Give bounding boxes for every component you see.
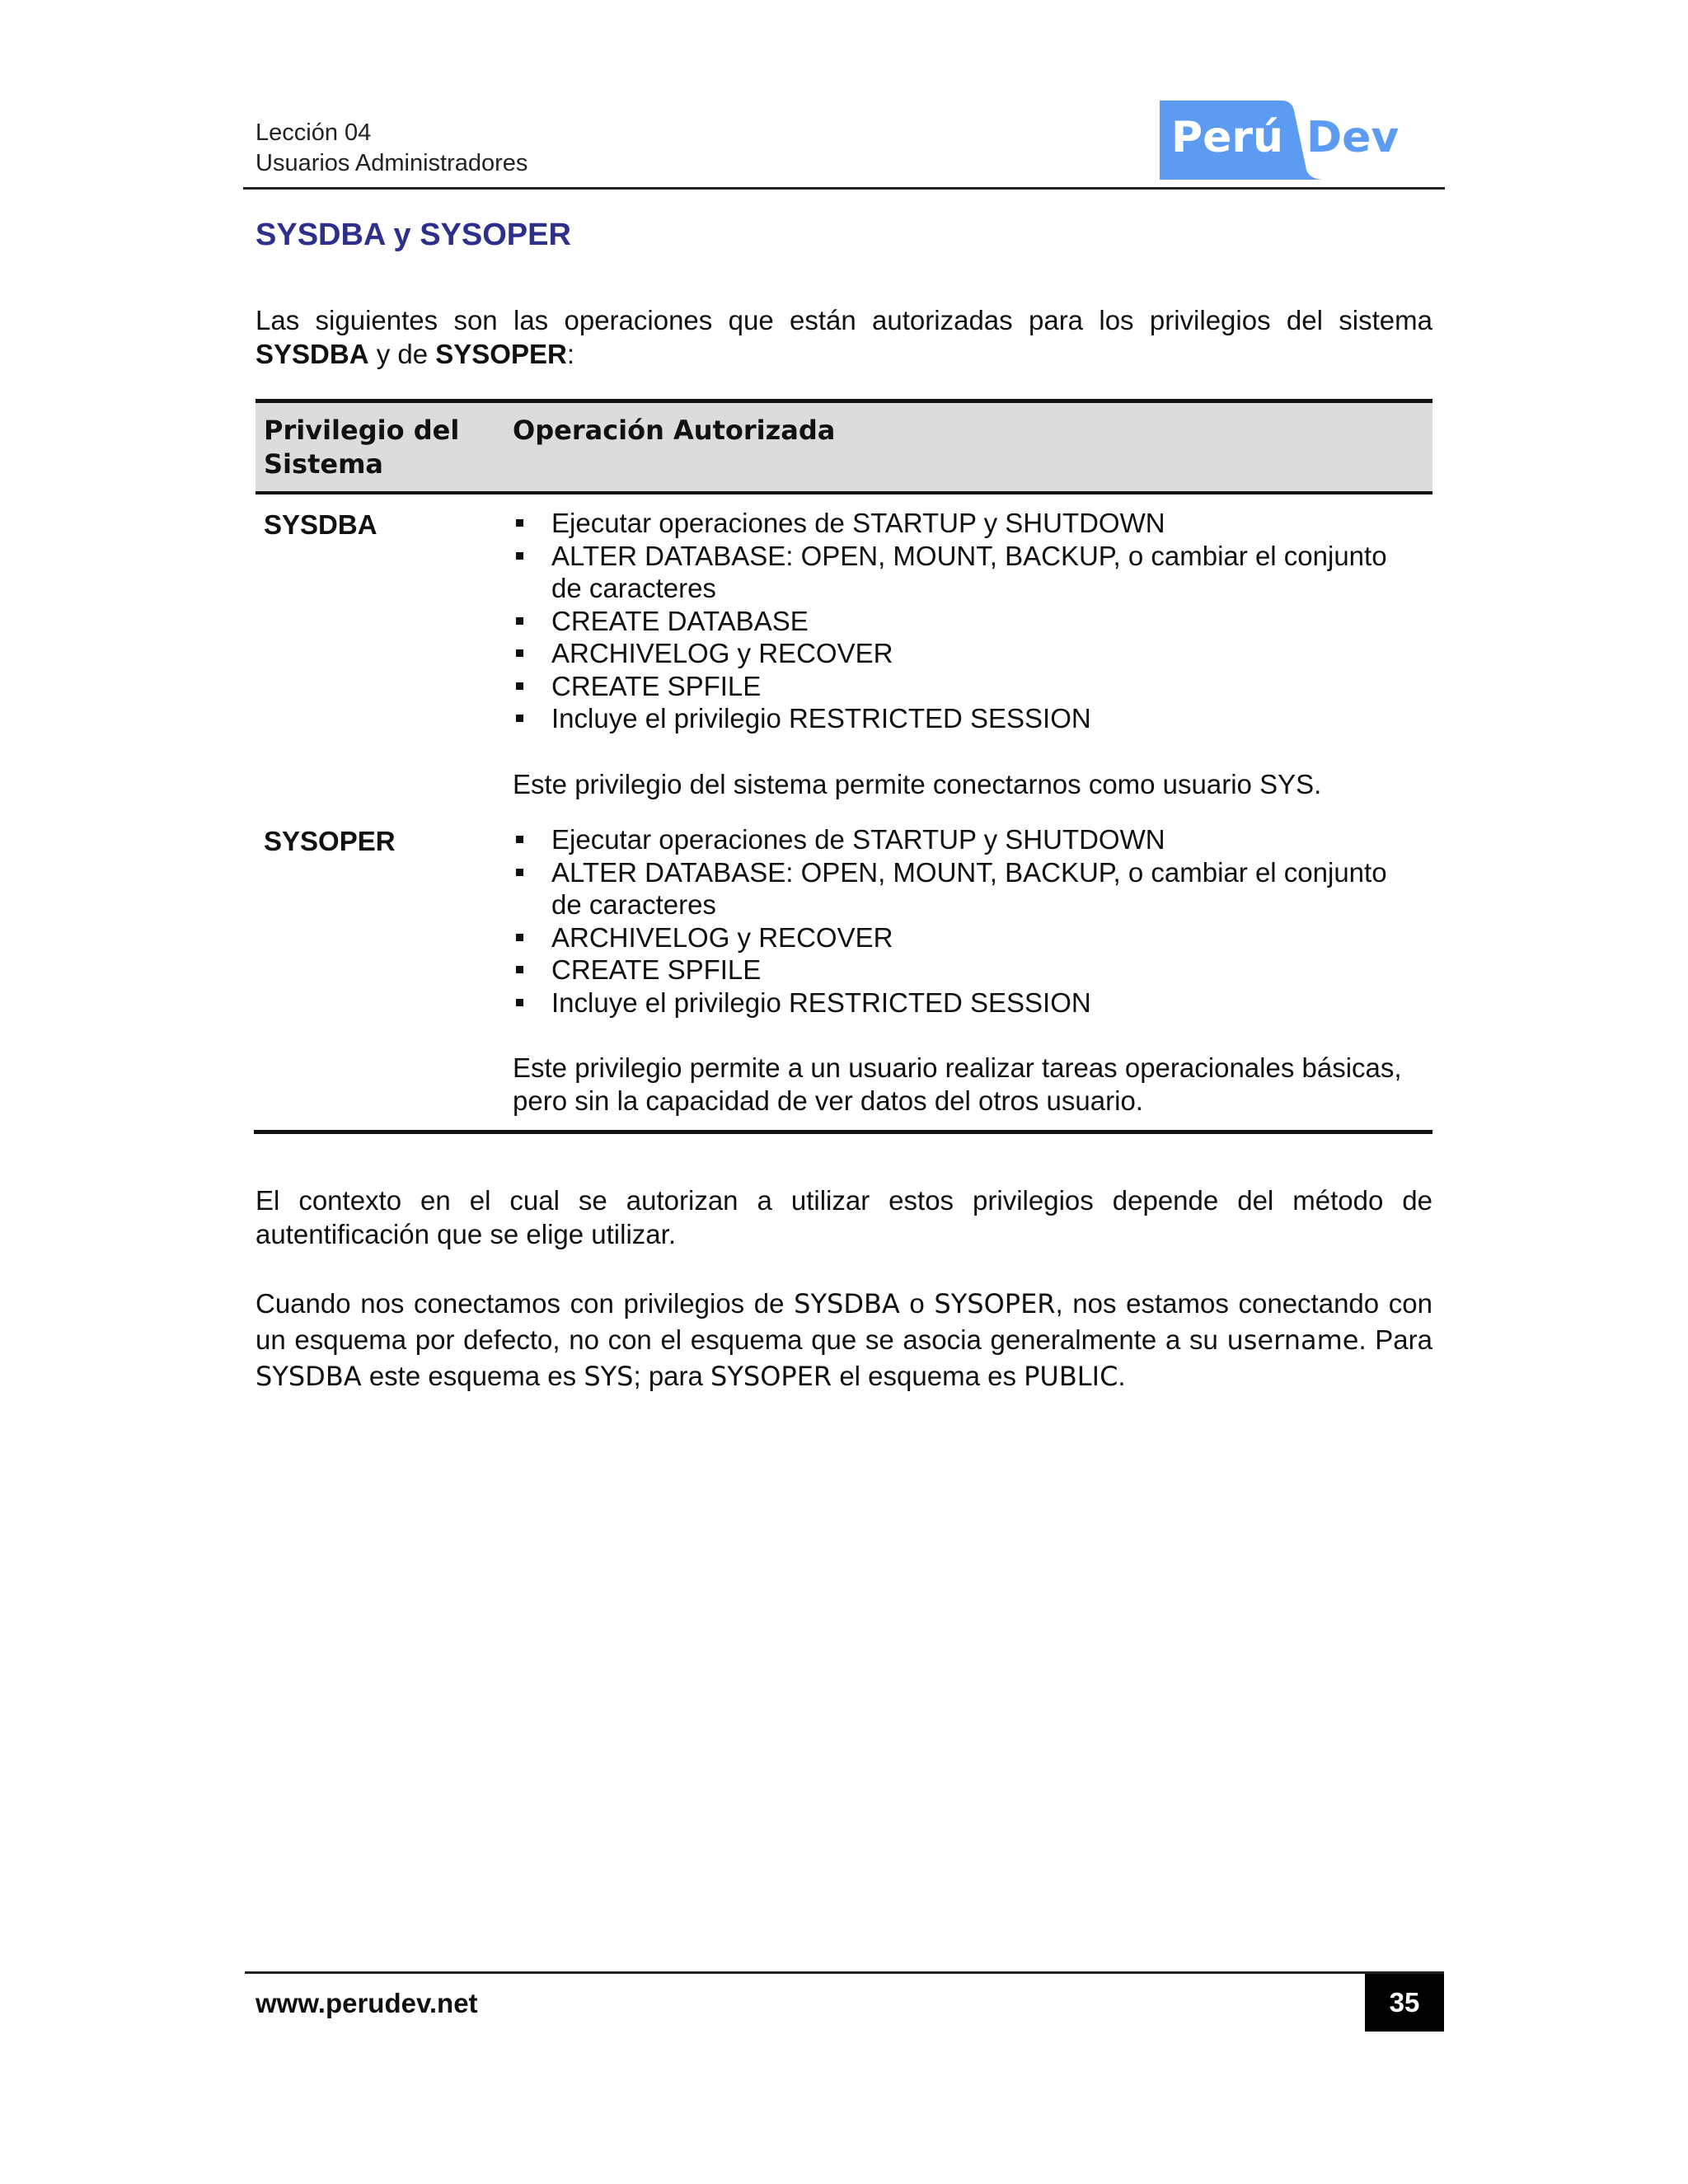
table-header-operation: Operación Autorizada bbox=[513, 415, 836, 446]
paragraph-text: , nos estamos conectando con un esquema por defecto, no con el esquema que se asocia generalmente a su bbox=[256, 1288, 1432, 1355]
list-item: Ejecutar operaciones de STARTUP y SHUTDOWN bbox=[513, 823, 1419, 856]
perudev-logo bbox=[1160, 101, 1423, 180]
footer-divider bbox=[245, 1971, 1444, 1974]
table-row-privilege: SYSOPER bbox=[264, 826, 396, 856]
table-row-operations bbox=[513, 823, 1419, 1117]
intro-sysoper: SYSOPER bbox=[435, 339, 567, 369]
lesson-label: Lección 04 bbox=[256, 120, 372, 146]
list-item: CREATE SPFILE bbox=[513, 670, 1419, 703]
privilege-note: Este privilegio del sistema permite conectarnos como usuario SYS. bbox=[513, 768, 1322, 799]
paragraph-text: el esquema es bbox=[832, 1361, 1025, 1391]
list-item: CREATE DATABASE bbox=[513, 605, 1419, 638]
paragraph-text: este esquema es bbox=[361, 1361, 584, 1391]
operations-list bbox=[513, 823, 1419, 1019]
intro-paragraph bbox=[256, 303, 1432, 371]
list-item: CREATE SPFILE bbox=[513, 954, 1419, 987]
section-title: SYSDBA y SYSOPER bbox=[256, 218, 571, 252]
privilege-note: Este privilegio permite a un usuario realizar tareas operacionales básicas, pero sin la capacidad de ver datos del otros usuario. bbox=[513, 1052, 1402, 1116]
table-row-operations bbox=[513, 507, 1419, 800]
code-term: username bbox=[1226, 1324, 1359, 1356]
intro-text: : bbox=[566, 339, 574, 369]
page-number: 35 bbox=[1365, 1974, 1444, 2032]
code-term: PUBLIC bbox=[1024, 1361, 1118, 1392]
code-term: SYSDBA bbox=[256, 1361, 362, 1392]
table-bottom-rule bbox=[254, 1130, 1432, 1134]
intro-text: y de bbox=[368, 339, 436, 369]
paragraph-text: ; para bbox=[633, 1361, 711, 1391]
code-term: SYS bbox=[584, 1361, 634, 1392]
list-item: ALTER DATABASE: OPEN, MOUNT, BACKUP, o cambiar el conjunto de caracteres bbox=[513, 540, 1419, 605]
table-row-privilege: SYSDBA bbox=[264, 509, 377, 540]
paragraph-text: . Para bbox=[1358, 1324, 1432, 1355]
intro-sysdba: SYSDBA bbox=[256, 339, 369, 369]
intro-text: Las siguientes son las operaciones que están autorizadas para los privilegios del sistema bbox=[256, 305, 1432, 335]
svg-text:Dev: Dev bbox=[1306, 113, 1400, 162]
lesson-subtitle: Usuarios Administradores bbox=[256, 150, 528, 176]
operations-list bbox=[513, 507, 1419, 735]
code-term: SYSOPER bbox=[934, 1288, 1056, 1319]
list-item: ALTER DATABASE: OPEN, MOUNT, BACKUP, o cambiar el conjunto de caracteres bbox=[513, 856, 1419, 921]
table-header-privilege: Privilegio del Sistema bbox=[264, 415, 460, 480]
page-header bbox=[256, 118, 528, 179]
svg-text:Perú: Perú bbox=[1171, 113, 1284, 162]
list-item: Incluye el privilegio RESTRICTED SESSION bbox=[513, 987, 1419, 1019]
schema-paragraph bbox=[256, 1286, 1432, 1394]
list-item: Ejecutar operaciones de STARTUP y SHUTDOWN bbox=[513, 507, 1419, 540]
paragraph-text: o bbox=[899, 1288, 935, 1319]
footer-url[interactable]: www.perudev.net bbox=[256, 1988, 478, 2018]
paragraph-text: . bbox=[1118, 1361, 1126, 1391]
list-item: ARCHIVELOG y RECOVER bbox=[513, 637, 1419, 670]
table-header-rule bbox=[256, 491, 1432, 494]
code-term: SYSDBA bbox=[794, 1288, 900, 1319]
code-term: SYSOPER bbox=[710, 1361, 832, 1392]
list-item: ARCHIVELOG y RECOVER bbox=[513, 921, 1419, 954]
list-item: Incluye el privilegio RESTRICTED SESSION bbox=[513, 702, 1419, 735]
context-paragraph: El contexto en el cual se autorizan a utilizar estos privilegios depende del método de autentificación que se elige utilizar. bbox=[256, 1185, 1432, 1249]
paragraph-text: Cuando nos conectamos con privilegios de bbox=[256, 1288, 795, 1319]
header-divider bbox=[243, 187, 1445, 190]
